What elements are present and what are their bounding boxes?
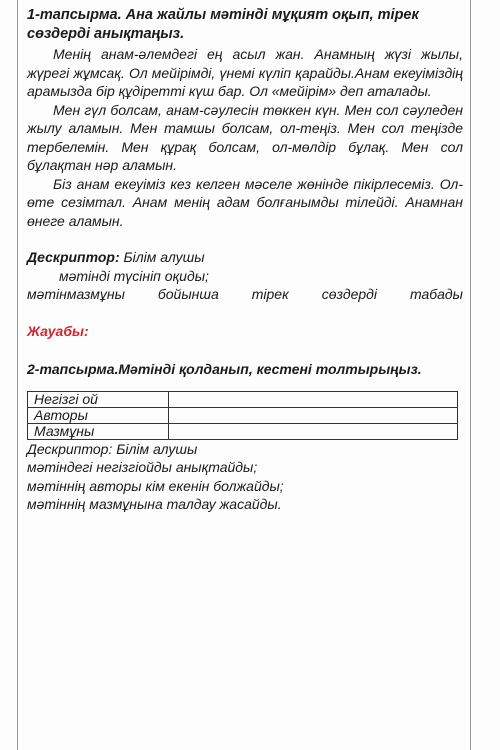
descriptor-label: Дескриптор: (27, 249, 120, 265)
descriptor-line: мәтіннің мазмұнына талдау жасайды. (27, 496, 282, 512)
task1-title-line1: 1-тапсырма. Ана жайлы мәтінді мұқият оқып, тірек (27, 7, 419, 23)
descriptor-word: мәтінмазмұны (27, 286, 125, 302)
task2-descriptor (27, 440, 463, 514)
table-row (28, 391, 458, 407)
table-row (28, 407, 458, 423)
descriptor-subject: Білім алушы (112, 440, 198, 457)
paragraph-2: Мен гүл болсам, анам-сәулесін төккен күн. Мен сол сәуледен жылу аламын. Мен тамшы болсам, ол-теңіз. Мен сол теңізде тербелемін. Мен құрақ болсам, ол-мөлдір бұлақ. Мен сол бұлақтан нәр аламын. (27, 101, 463, 173)
descriptor-word: сөздерді (321, 286, 377, 302)
table-row (28, 423, 458, 439)
descriptor-word: тірек (251, 286, 289, 302)
descriptor-line-2 (27, 285, 463, 304)
task1-title-line2: сөздерді анықтаңыз. (27, 25, 185, 42)
row-label: Негізгі ой (28, 391, 169, 407)
row-label: Авторы (28, 407, 169, 423)
row-value-cell[interactable] (169, 391, 458, 407)
descriptor-label: Дескриптор: (27, 440, 113, 457)
row-label: Мазмұны (28, 423, 169, 439)
task2-title: 2-тапсырма.Мәтінді қолданып, кестені толтырыңыз. (27, 361, 422, 377)
row-value-cell[interactable] (169, 407, 458, 423)
worksheet-page (27, 6, 463, 514)
descriptor-line: мәтіндегі негізгіойды анықтайды; (27, 459, 258, 475)
paragraph-1: Менің анам-әлемдегі ең асыл жан. Анамның жүзі жылы, жүрегі жұмсақ. Ол мейірімді, үнемі күліп қарайды.Анам екеуіміздің арамызда бір құдіретті күш бар. Ол «мейірім» деп аталады. (27, 46, 463, 99)
fill-in-table (27, 391, 458, 440)
page-right-border (470, 0, 471, 750)
descriptor-line: мәтіннің авторы кім екенін болжайды; (27, 477, 284, 494)
task1-title (27, 6, 463, 43)
row-value-cell[interactable] (169, 423, 458, 439)
descriptor-line-1: мәтінді түсініп оқиды; (59, 267, 209, 284)
task1-descriptor (27, 248, 463, 304)
answer-label: Жауабы: (27, 322, 89, 339)
descriptor-subject: Білім алушы (119, 249, 205, 265)
paragraph-3: Біз анам екеуіміз кез келген мәселе жөнінде пікірлесеміз. Ол- өте сезімтал. Анам менің адам болғанымды тілейді. Анамнан өнеге аламын. (27, 175, 463, 229)
descriptor-word: бойынша (157, 286, 219, 302)
task1-text (27, 45, 463, 230)
descriptor-word: табады (409, 286, 463, 302)
page-left-border (17, 0, 18, 750)
